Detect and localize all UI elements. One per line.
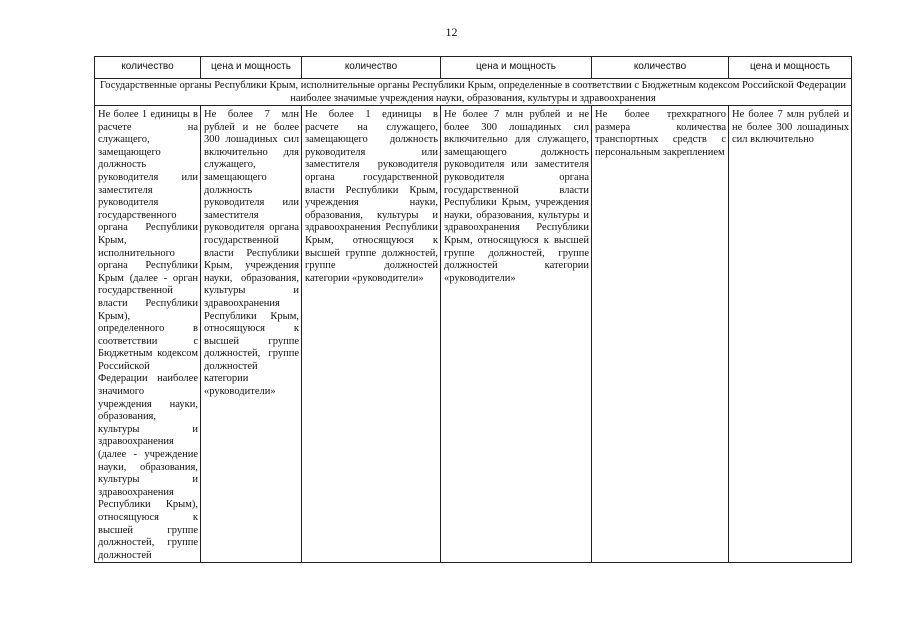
- section-row: [95, 79, 852, 106]
- column-header-price-power: цена и мощность: [441, 57, 592, 79]
- vehicle-norms-table: [94, 56, 852, 563]
- table-cell: [441, 106, 592, 563]
- table-row: [95, 106, 852, 563]
- cell-text: Не более трехкратного размера количества транспортных средств с персональным закреплением: [595, 109, 726, 158]
- column-header-quantity: количество: [592, 57, 729, 79]
- table-cell: [729, 106, 852, 563]
- cell-text: Не более 1 единицы в расчете на служащего, замещающего должность руководителя или заместителя руководителя государственного органа Республики Крым, исполнительного органа Республики Крым (далее - орган государственной власти Республики Крым), определенного в соответствии с Бюджетным кодексом Российской Федерации наиболее значимого учреждения науки, образования, культуры и здравоохранения (далее - учреждение науки, образования, культуры и здравоохранения Республики Крым), относящуюся к высшей группе должностей, группе должностей: [98, 109, 198, 561]
- table-cell: [201, 106, 302, 563]
- column-header-price-power: цена и мощность: [729, 57, 852, 79]
- table-cell: [592, 106, 729, 563]
- cell-text: Не более 1 единицы в расчете на служащего, замещающего должность руководителя или заместителя руководителя органа государственной власти Республики Крым, учреждения науки, образования, культуры и здравоохранения Республики Крым, относящуюся к высшей группе должностей, группе должностей категории «руководители»: [305, 109, 438, 284]
- cell-text: Не более 7 млн рублей и не более 300 лошадиных сил включительно для служащего, замещающего должность руководителя или заместителя руководителя органа государственной власти Республики Крым, учреждения науки, образования, культуры и здравоохранения Республики Крым, относящуюся к высшей группе должностей, группе должностей категории «руководители»: [204, 109, 299, 398]
- column-header-quantity: количество: [95, 57, 201, 79]
- cell-text: Не более 7 млн рублей и не более 300 лошадиных сил включительно для служащего, замещающего должность руководителя или заместителя руководителя органа государственной власти Республики Крым, учреждения науки, образования, культуры и здравоохранения Республики Крым, относящуюся к высшей группе должностей, группе должностей категории «руководители»: [444, 109, 589, 284]
- table-cell: [95, 106, 201, 563]
- table-cell: [302, 106, 441, 563]
- header-row: [95, 57, 852, 79]
- column-header-price-power: цена и мощность: [201, 57, 302, 79]
- column-header-quantity: количество: [302, 57, 441, 79]
- cell-text: Не более 7 млн рублей и не более 300 лошадиных сил включительно: [732, 109, 849, 146]
- page-number: 12: [445, 25, 458, 39]
- section-title: Государственные органы Республики Крым, исполнительные органы Республики Крым, определенные в соответствии с Бюджетным кодексом Российской Федерации наиболее значимые учреждения науки, образования, культуры и здравоохранения: [95, 79, 852, 106]
